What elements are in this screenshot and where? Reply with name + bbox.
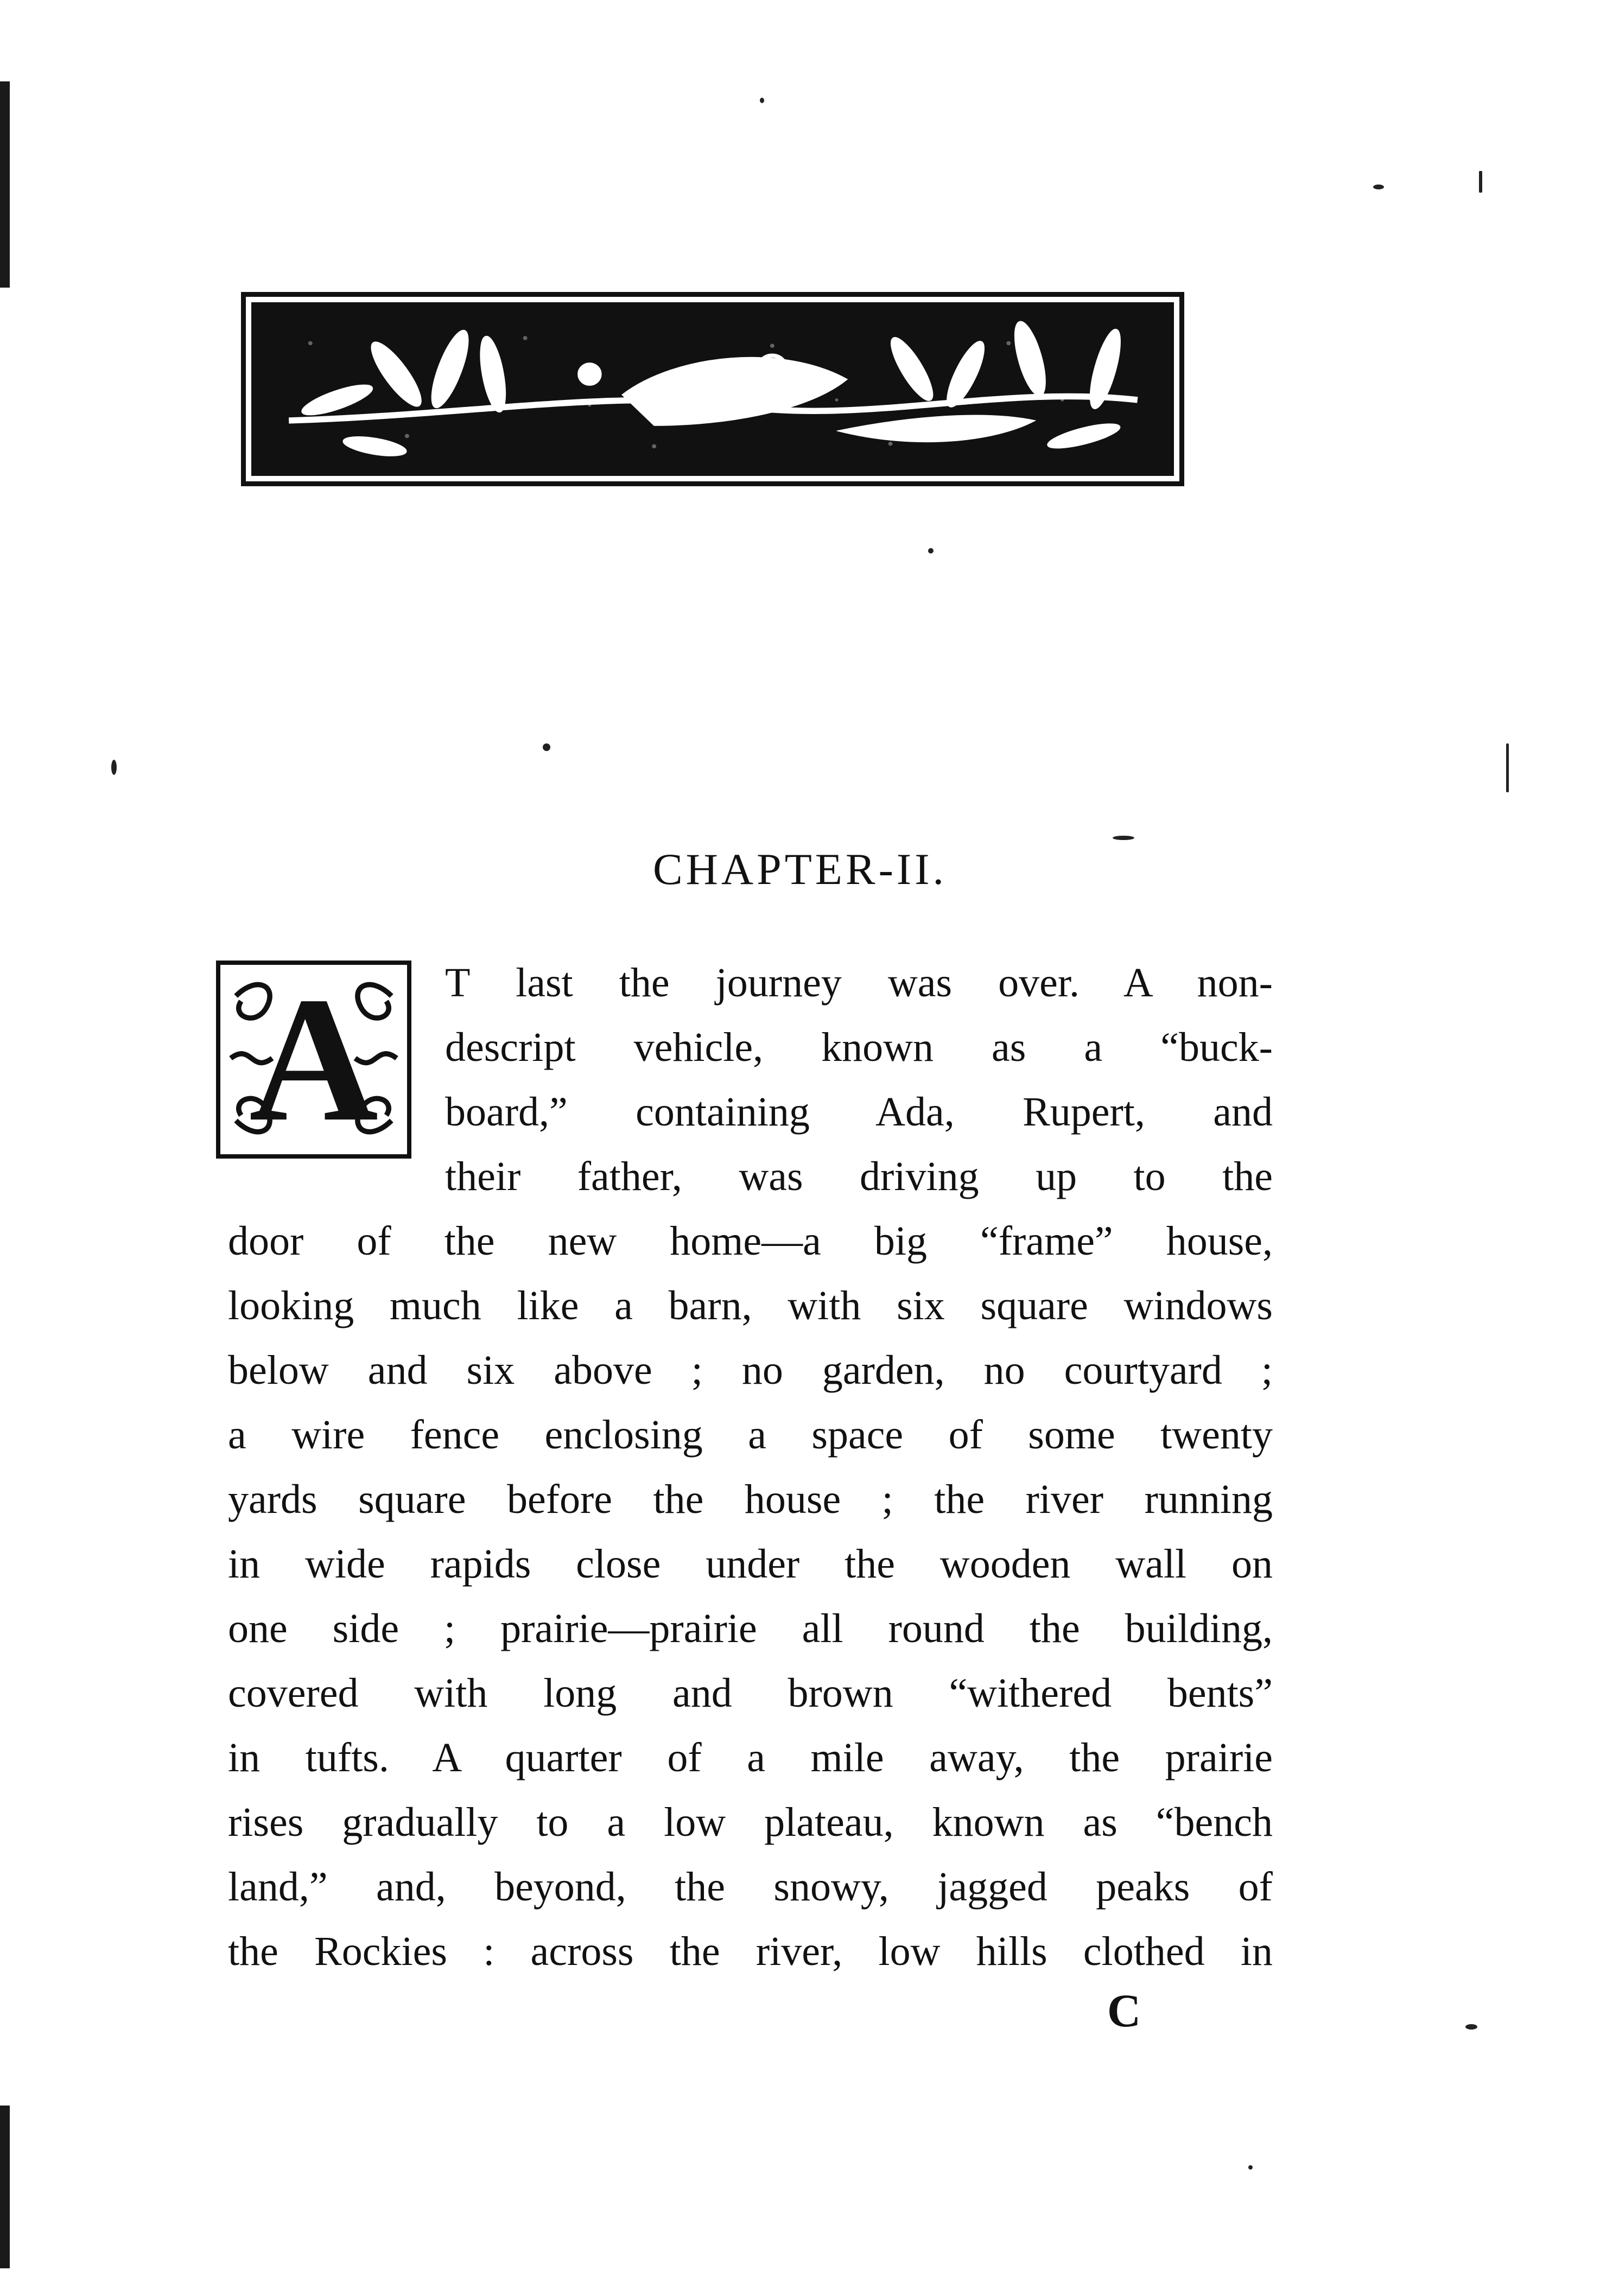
text-line: one side ; prairie—prairie all round the building, xyxy=(228,1606,1273,1651)
foliage-ornament-icon xyxy=(246,297,1179,481)
chapter-body xyxy=(228,951,1273,1984)
text-line: below and six above ; no garden, no courtyard ; xyxy=(228,1347,1273,1393)
scan-edge-top xyxy=(0,81,10,288)
text-line: covered with long and brown “withered bents” xyxy=(228,1670,1273,1716)
text-line: looking much like a barn, with six square windows xyxy=(228,1283,1273,1328)
scan-speck xyxy=(1113,836,1134,840)
text-line: yards square before the house ; the river running xyxy=(228,1477,1273,1522)
scan-speck xyxy=(760,98,764,103)
scan-edge-bottom xyxy=(0,2106,10,2268)
scan-speck xyxy=(928,548,934,554)
scan-speck xyxy=(543,743,550,751)
text-line: T last the journey was over. A non- xyxy=(445,960,1273,1006)
scan-speck xyxy=(1465,2024,1477,2030)
chapter-heading: CHAPTER-II. xyxy=(652,844,948,894)
text-line: the Rockies : across the river, low hills clothed in xyxy=(228,1929,1273,1974)
text-line: in wide rapids close under the wooden wall on xyxy=(228,1541,1273,1587)
drop-cap-letter: A xyxy=(249,960,379,1159)
scan-speck xyxy=(111,760,117,775)
scan-speck xyxy=(1248,2165,1253,2170)
signature-mark: C xyxy=(1107,1985,1141,2037)
scan-speck xyxy=(1506,743,1509,792)
text-line: door of the new home—a big “frame” house, xyxy=(228,1218,1273,1264)
text-line: land,” and, beyond, the snowy, jagged peaks of xyxy=(228,1864,1273,1910)
text-line: descript vehicle, known as a “buck- xyxy=(445,1025,1273,1070)
text-line: a wire fence enclosing a space of some twenty xyxy=(228,1412,1273,1458)
headpiece-ornament xyxy=(241,292,1184,486)
scan-speck xyxy=(1479,171,1482,193)
text-line: rises gradually to a low plateau, known as “bench xyxy=(228,1799,1273,1845)
scan-speck xyxy=(1373,185,1384,189)
text-line: board,” containing Ada, Rupert, and xyxy=(445,1089,1273,1135)
text-line: their father, was driving up to the xyxy=(445,1154,1273,1199)
text-line: in tufts. A quarter of a mile away, the prairie xyxy=(228,1735,1273,1780)
